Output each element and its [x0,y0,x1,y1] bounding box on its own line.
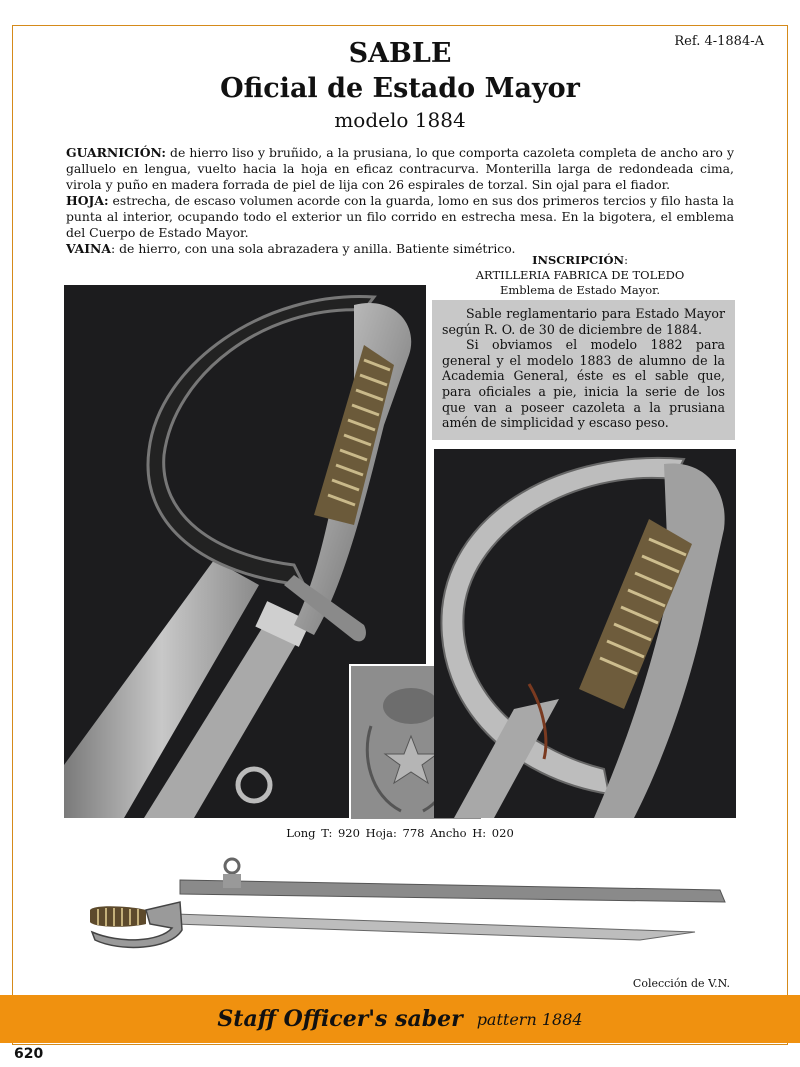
guarnicion-paragraph [66,145,734,193]
description-block [66,145,734,257]
inscription-block [430,253,730,298]
inscription-line-1: ARTILLERIA FABRICA DE TOLEDO [475,268,685,282]
note-paragraph-2: Si obviamos el modelo 1882 para general y el modelo 1883 de alumno de la Academia General, éste es el sable que, para oficiales a pie, inicia la serie de los que van a poseer cazoleta a la prusiana amén de simplicidad y escaso peso. [442,337,725,431]
full-saber-photo [80,852,730,962]
vaina-label: VAINA [66,241,112,256]
english-title-banner [0,995,800,1043]
reference-number: Ref. 4-1884-A [674,34,764,49]
model-year: modelo 1884 [334,108,466,132]
collection-credit: Colección de V.N. [632,977,730,990]
page-title: SABLE [348,38,452,69]
inscription-colon: : [624,253,628,267]
english-subtitle: pattern 1884 [476,1009,583,1029]
note-paragraph-1: Sable reglamentario para Estado Mayor según R. O. de 30 de diciembre de 1884. [442,306,725,337]
page-subtitle: Oficial de Estado Mayor [220,73,580,104]
inscription-heading [430,253,730,268]
vaina-text: : de hierro, con una sola abrazadera y anilla. Batiente simétrico. [111,241,516,256]
page-number: 620 [14,1046,44,1062]
inscription-label: INSCRIPCIÓN [532,253,625,267]
guarnicion-text: de hierro liso y bruñido, a la prusiana, lo que comporta cazoleta completa de ancho aro y galluelo en lengua, vuelto hacia la hoja en eficaz contracurva. Monterilla larga de redondeada cima, virola y puño en madera forrada de piel de lija con 26 espirales de torzal. Sin ojal para el fiador. [66,145,734,192]
guarnicion-label: GUARNICIÓN: [66,145,166,160]
historical-note-box [432,300,735,440]
hoja-text: estrecha, de escaso volumen acorde con la guarda, lomo en sus dos primeros tercios y filo hasta la punta al interior, ocupando todo el exterior un filo corrido en estrecha mesa. En la bigotera, el emblema del Cuerpo de Estado Mayor. [66,193,734,240]
inscription-line-2: Emblema de Estado Mayor. [499,283,661,297]
hoja-paragraph [66,193,734,241]
hoja-label: HOJA: [66,193,109,208]
english-title: Staff Officer's saber [217,1006,463,1032]
dimensions-caption: Long T: 920 Hoja: 778 Ancho H: 020 [286,826,514,840]
hilt-photo-right [434,449,736,818]
